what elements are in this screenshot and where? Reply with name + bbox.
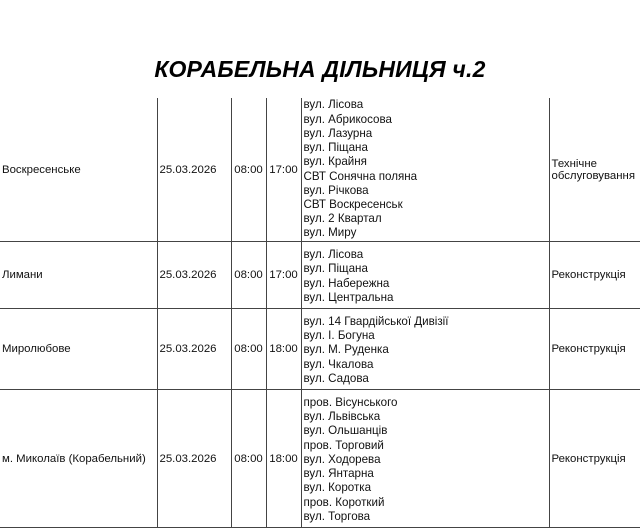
street-item: вул. І. Богуна: [303, 329, 375, 343]
table-row: [0, 242, 640, 309]
table-row: [0, 309, 640, 390]
work-type-cell: Технічне обслуговування: [549, 98, 640, 242]
street-item: вул. Центральна: [303, 290, 394, 304]
date-cell: 25.03.2026: [157, 390, 231, 528]
street-item: вул. Піщана: [303, 262, 368, 276]
street-item: вул. Крайня: [303, 155, 367, 169]
location-cell: Воскресенське: [0, 98, 157, 242]
street-item: вул. Абрикосова: [303, 112, 392, 126]
street-item: вул. Миру: [303, 226, 357, 240]
street-item: вул. Ходорева: [303, 452, 381, 466]
streets-cell: [301, 242, 549, 309]
street-item: пров. Короткий: [303, 495, 385, 509]
start-time-cell: 08:00: [231, 242, 266, 309]
street-item: вул. Львівська: [303, 410, 381, 424]
document-title: КОРАБЕЛЬНА ДІЛЬНИЦЯ ч.2: [154, 56, 486, 82]
street-item: вул. Садова: [303, 371, 369, 385]
location-cell: м. Миколаїв (Корабельний): [0, 390, 157, 528]
work-type-cell: Реконструкція: [549, 390, 640, 528]
street-item: СВТ Сонячна поляна: [303, 169, 418, 183]
start-time-cell: 08:00: [231, 309, 266, 390]
street-item: вул. Янтарна: [303, 467, 374, 481]
date-cell: 25.03.2026: [157, 98, 231, 242]
date-cell: 25.03.2026: [157, 242, 231, 309]
location-cell: Лимани: [0, 242, 157, 309]
streets-cell: [301, 309, 549, 390]
street-item: вул. 2 Квартал: [303, 212, 382, 226]
streets-cell: [301, 390, 549, 528]
table-row: [0, 390, 640, 528]
street-item: вул. 14 Гвардійської Дивізії: [303, 314, 449, 328]
table-row: [0, 98, 640, 242]
street-item: вул. Коротка: [303, 481, 372, 495]
work-type-cell: Реконструкція: [549, 242, 640, 309]
location-cell: Миролюбове: [0, 309, 157, 390]
street-item: вул. М. Руденка: [303, 343, 389, 357]
street-item: пров. Вісунського: [303, 396, 398, 410]
end-time-cell: 17:00: [266, 242, 301, 309]
street-item: СВТ Воскресенськ: [303, 197, 403, 211]
street-item: вул. Чкалова: [303, 357, 374, 371]
street-item: вул. Ольшанців: [303, 424, 388, 438]
start-time-cell: 08:00: [231, 390, 266, 528]
street-item: вул. Лісова: [303, 98, 364, 112]
street-item: вул. Піщана: [303, 141, 368, 155]
start-time-cell: 08:00: [231, 98, 266, 242]
work-type-cell: Реконструкція: [549, 309, 640, 390]
end-time-cell: 18:00: [266, 390, 301, 528]
date-cell: 25.03.2026: [157, 309, 231, 390]
outage-schedule-table: [0, 98, 640, 528]
end-time-cell: 17:00: [266, 98, 301, 242]
street-item: вул. Лазурна: [303, 126, 373, 140]
street-item: вул. Лісова: [303, 248, 364, 262]
street-item: вул. Набережна: [303, 276, 390, 290]
table-body: [0, 98, 640, 528]
street-item: вул. Торгова: [303, 509, 371, 523]
street-item: пров. Торговий: [303, 438, 384, 452]
end-time-cell: 18:00: [266, 309, 301, 390]
streets-cell: [301, 98, 549, 242]
street-item: вул. Річкова: [303, 183, 369, 197]
